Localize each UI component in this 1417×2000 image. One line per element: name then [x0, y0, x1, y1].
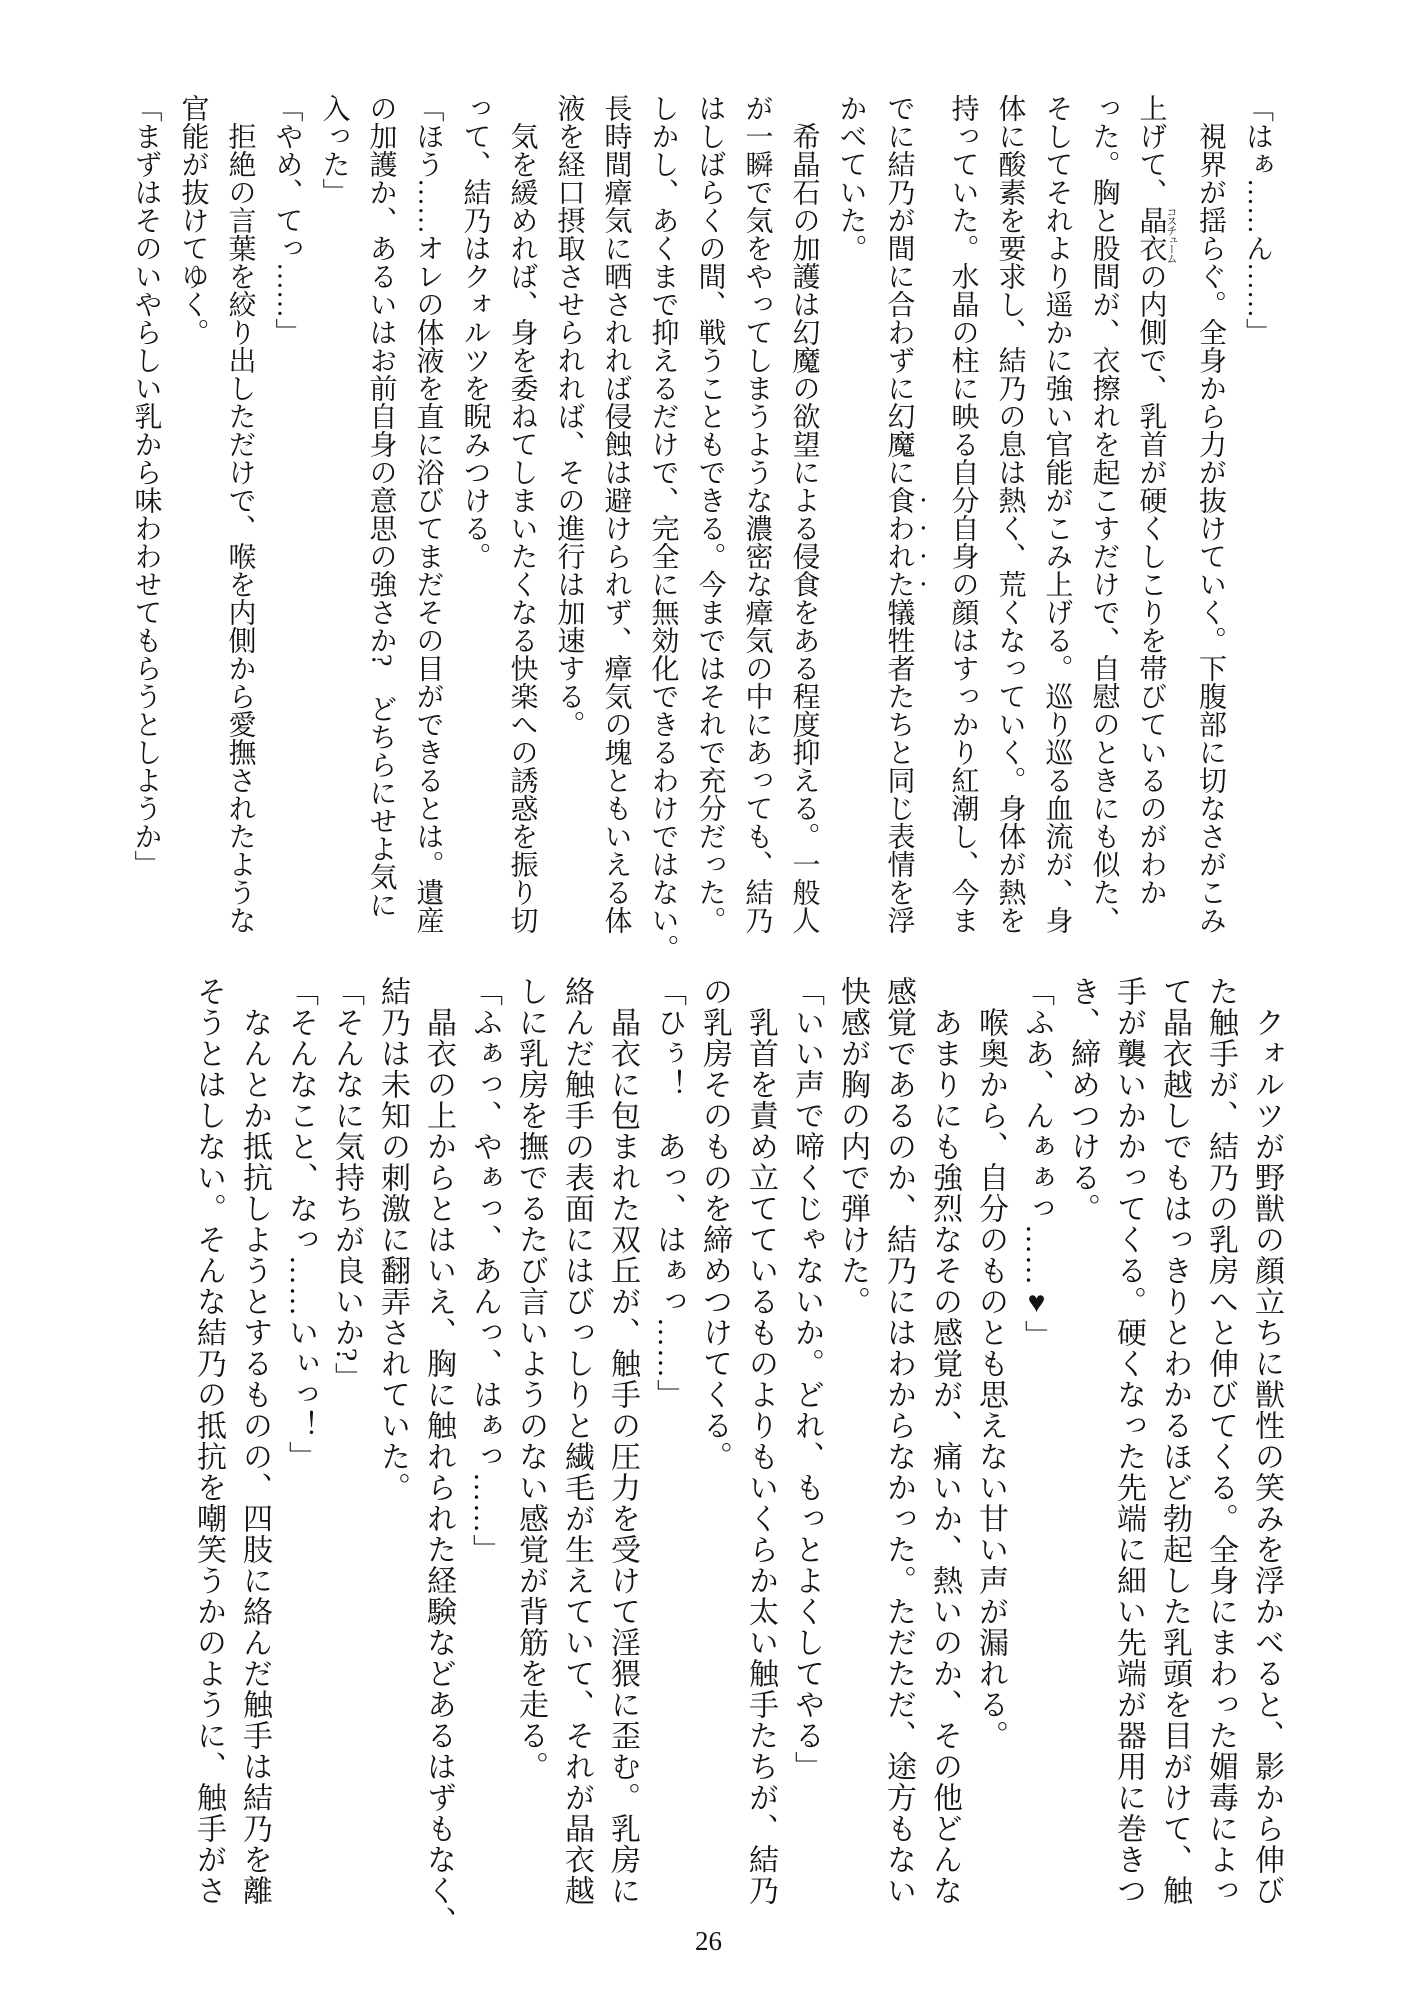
- text-column: 体に酸素を要求し、結乃の息は熱く、荒くなっていく。身体が熱を: [994, 94, 1026, 934]
- text-column: 「ひぅ！ あっ、はぁっ……」: [652, 976, 685, 1410]
- text-column: 「まずはそのいやらしい乳から味わわせてもらうとしようか」: [130, 94, 162, 878]
- text-column: 晶衣の上からとはいえ、胸に触れられた経験などあるはずもなく、: [422, 976, 455, 1937]
- text-column: 「ほう……オレの体液を直に浴びてまだその目ができるとは。遺産: [412, 94, 444, 934]
- text-column: でに結乃が間に合わずに幻魔に食われた犠牲者たちと同じ表情を浮: [883, 94, 915, 934]
- text-column: 晶衣に包まれた双丘が、触手の圧力を受けて淫猥に歪む。乳房に: [606, 976, 639, 1906]
- text-column: 官能が抜けてゆく。: [177, 94, 209, 346]
- text-column: 「はぁ……ん……」: [1242, 94, 1273, 346]
- text-column: が一瞬で気をやってしまうような濃密な瘴気の中にあっても、結乃: [741, 94, 773, 934]
- text-column: 「そんなこと、なっ……いぃっ！」: [284, 976, 317, 1472]
- page-number: 26: [695, 1926, 722, 1956]
- emphasized-text: 食われた: [883, 486, 915, 598]
- bottom-text-block: [177, 976, 1283, 1937]
- text-column: 上げて、晶衣コスチュームの内側で、乳首が硬くしこりを帯びているのがわか: [1135, 94, 1177, 906]
- text-column: そうとはしない。そんな結乃の抵抗を嘲笑うかのように、触手がさ: [192, 976, 225, 1906]
- text-column: 入った」: [318, 94, 350, 206]
- text-column: き、締めつける。: [1066, 976, 1099, 1224]
- text-column: そしてそれより遥かに強い官能がこみ上げる。巡り巡る血流が、身: [1041, 94, 1073, 934]
- text-column: なんとか抵抗しようとするものの、四肢に絡んだ触手は結乃を離: [238, 976, 271, 1906]
- text-column: 「ふぁっ、やぁっ、あんっ、はぁっ……」: [468, 976, 501, 1565]
- text-column: あまりにも強烈なその感覚が、痛いか、熱いのか、その他どんな: [928, 976, 961, 1906]
- text-column: 希晶石の加護は幻魔の欲望による侵食をある程度抑える。一般人: [788, 94, 820, 934]
- text-column: 乳首を責め立てているものよりもいくらか太い触手たちが、結乃: [744, 976, 777, 1906]
- text-column: 結乃は未知の刺激に翻弄されていた。: [376, 976, 409, 1503]
- text-column: 絡んだ触手の表面にはびっしりと繊毛が生えていて、それが晶衣越: [560, 976, 593, 1906]
- text-column: 「やめ、てっ……」: [271, 94, 303, 346]
- text-column: の乳房そのものを締めつけてくる。: [698, 976, 731, 1472]
- ruby-annotated-word: 晶衣コスチューム: [1135, 206, 1177, 262]
- text-column: 喉奥から、自分のものとも思えない甘い声が漏れる。: [974, 976, 1007, 1751]
- text-column: 「そんなに気持ちが良いか?」: [330, 976, 363, 1394]
- text-column: しかし、あくまで抑えるだけで、完全に無効化できるわけではない。: [647, 94, 679, 962]
- text-column: 液を経口摂取させられれば、その進行は加速する。: [553, 94, 585, 738]
- text-column: 持っていた。水晶の柱に映る自分自身の顔はすっかり紅潮し、今ま: [947, 94, 979, 934]
- text-column: た触手が、結乃の乳房へと伸びてくる。全身にまわった媚毒によっ: [1204, 976, 1237, 1906]
- text-column: の加護か、あるいはお前自身の意思の強さか? どちらにせよ気に: [365, 94, 397, 919]
- ruby-text: コスチューム: [1165, 206, 1177, 262]
- text-column: しに乳房を撫でるたび言いようのない感覚が背筋を走る。: [514, 976, 547, 1782]
- text-column: クォルツが野獣の顔立ちに獣性の笑みを浮かべると、影から伸び: [1250, 976, 1283, 1906]
- text-column: 手が襲いかかってくる。硬くなった先端に細い先端が器用に巻きつ: [1112, 976, 1145, 1906]
- text-column: 感覚であるのか、結乃にはわからなかった。ただただ、途方もない: [882, 976, 915, 1906]
- top-text-block: [113, 94, 1273, 962]
- text-column: 「ふあ、んぁぁっ……♥」: [1020, 976, 1053, 1351]
- text-column: 快感が胸の内で弾けた。: [836, 976, 869, 1317]
- text-column: 長時間瘴気に晒されれば侵蝕は避けられず、瘴気の塊ともいえる体: [600, 94, 632, 934]
- text-column: 拒絶の言葉を絞り出しただけで、喉を内側から愛撫されたような: [224, 94, 256, 934]
- text-column: はしばらくの間、戦うこともできる。今まではそれで充分だった。: [694, 94, 726, 934]
- text-column: った。胸と股間が、衣擦れを起こすだけで、自慰のときにも似た、: [1088, 94, 1120, 934]
- text-column: 気を緩めれば、身を委ねてしまいたくなる快楽への誘惑を振り切: [506, 94, 538, 934]
- text-column: 視界が揺らぐ。全身から力が抜けていく。下腹部に切なさがこみ: [1195, 94, 1226, 934]
- text-column: て晶衣越しでもはっきりとわかるほど勃起した乳頭を目がけて、触: [1158, 976, 1191, 1906]
- text-column: って、結乃はクォルツを睨みつける。: [459, 94, 491, 570]
- text-column: かべていた。: [835, 94, 867, 262]
- text-column: 「いい声で啼くじゃないか。どれ、もっとよくしてやる」: [790, 976, 823, 1782]
